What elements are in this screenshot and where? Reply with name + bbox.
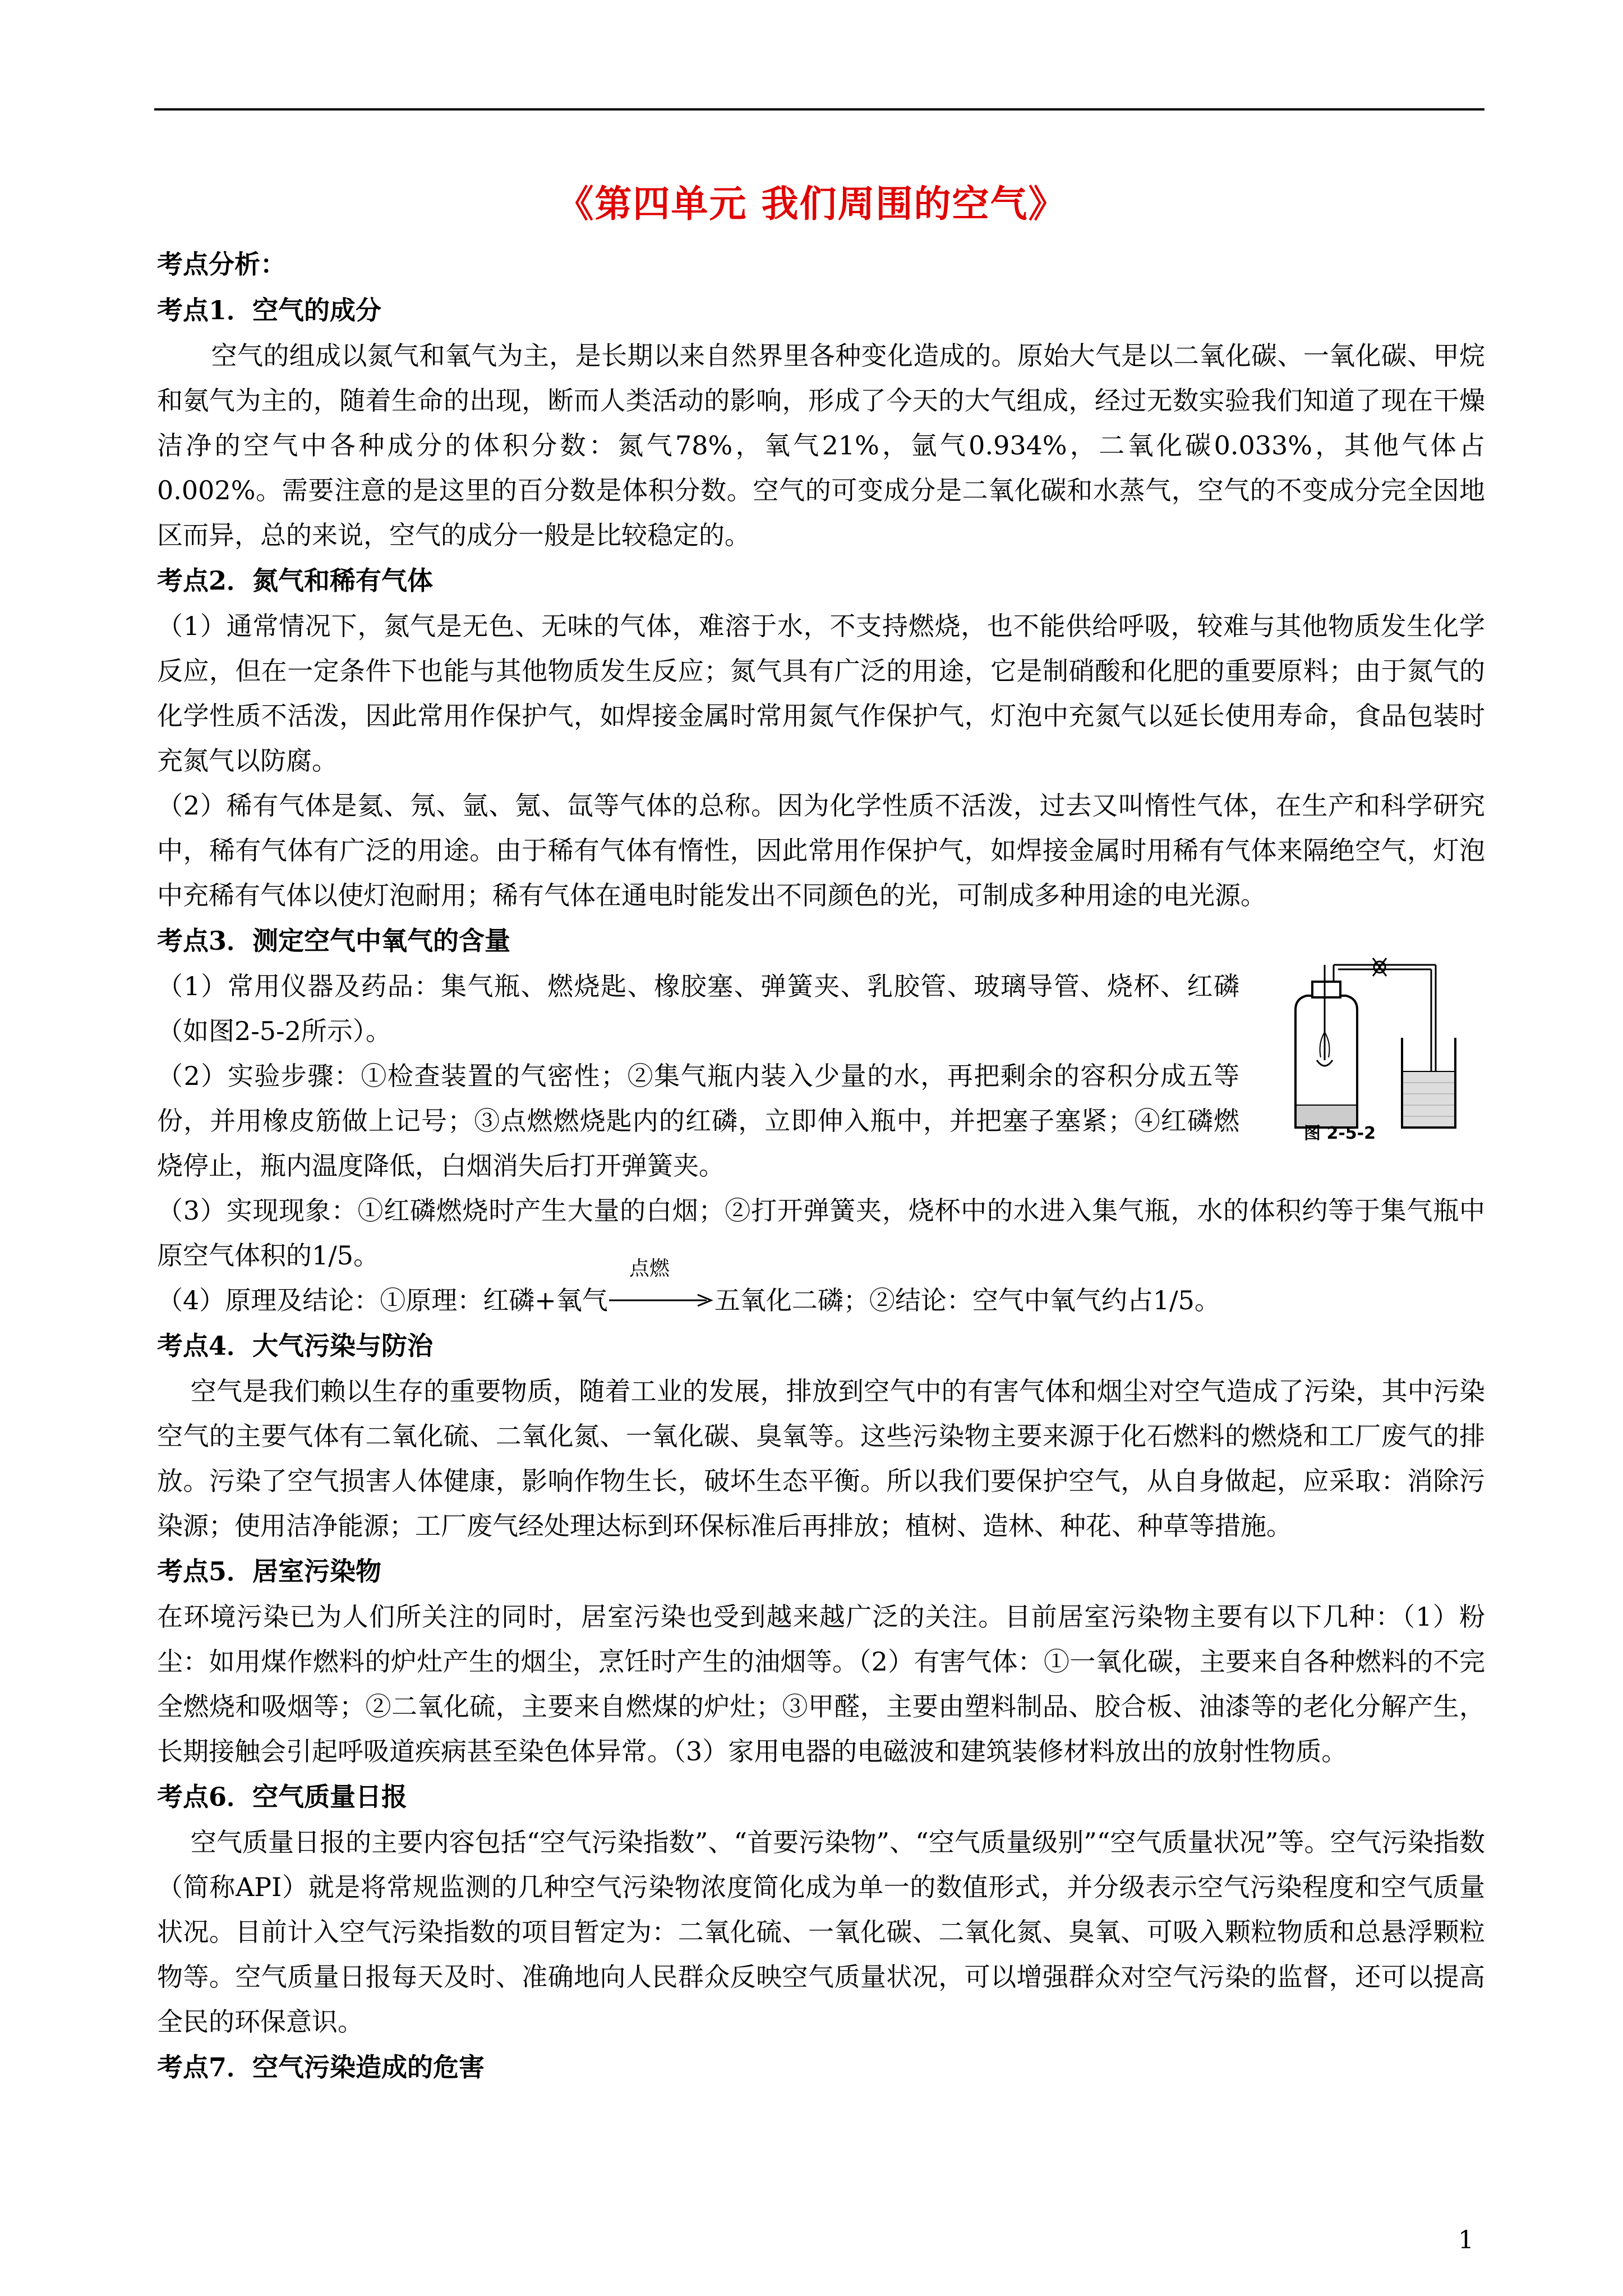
paragraph: 在环境污染已为人们所关注的同时，居室污染也受到越来越广泛的关注。目前居室污染物主要有以下几种：（1）粉尘：如用煤作燃料的炉灶产生的烟尘，烹饪时产生的油烟等。（2）有害气体：①一氧化碳，主要来自各种燃料的不完全燃烧和吸烟等；②二氧化硫，主要来自燃煤的炉灶；③甲醛，主要由塑料制品、胶合板、油漆等的老化分解产生，长期接触会引起呼吸道疾病甚至染色体异常。（3）家用电器的电磁波和建筑装修材料放出的放射性物质。: [157, 1602, 1485, 1766]
section-heading-7: 考点7．空气污染造成的危害: [157, 2052, 485, 2082]
document-title: 《第四单元 我们周围的空气》: [556, 182, 1067, 226]
figure-caption: 图 2-5-2: [1304, 1124, 1376, 1143]
paragraph: （1）通常情况下，氮气是无色、无味的气体，难溶于水，不支持燃烧，也不能供给呼吸，较难与其他物质发生化学反应，但在一定条件下也能与其他物质发生反应；氮气具有广泛的用途，它是制硝酸和化肥的重要原料；由于氮气的化学性质不活泼，因此常用作保护气，如焊接金属时常用氮气作保护气，灯泡中充氮气以延长使用寿命，食品包装时充氮气以防腐。: [157, 611, 1485, 776]
arrow-icon: [608, 1283, 714, 1309]
paragraph: （2）稀有气体是氦、氖、氩、氪、氙等气体的总称。因为化学性质不活泼，过去又叫惰性气体，在生产和科学研究中，稀有气体有广泛的用途。由于稀有气体有惰性，因此常用作保护气，如焊接金属时用稀有气体来隔绝空气，灯泡中充稀有气体以使灯泡耐用；稀有气体在通电时能发出不同颜色的光，可制成多种用途的电光源。: [157, 790, 1485, 910]
paragraph: 空气质量日报的主要内容包括“空气污染指数”、“首要污染物”、“空气质量级别”“空气质量状况”等。空气污染指数（简称API）就是将常规监测的几种空气污染物浓度简化成为单一的数值形式，并分级表示空气污染程度和空气质量状况。目前计入空气污染指数的项目暂定为：二氧化硫、一氧化碳、二氧化氮、臭氧、可吸入颗粒物质和总悬浮颗粒物等。空气质量日报每天及时、准确地向人民群众反映空气质量状况，可以增强群众对空气污染的监督，还可以提高全民的环保意识。: [157, 1827, 1485, 2037]
paragraph: 空气的组成以氮气和氧气为主，是长期以来自然界里各种变化造成的。原始大气是以二氧化碳、一氧化碳、甲烷和氨气为主的，随着生命的出现，断而人类活动的影响，形成了今天的大气组成，经过无数实验我们知道了现在干燥洁净的空气中各种成分的体积分数：氮气78%，氧气21%，氩气0.934%，二氧化碳0.033%，其他气体占0.002%。需要注意的是这里的百分数是体积分数。空气的可变成分是二氧化碳和水蒸气，空气的不变成分完全因地区而异，总的来说，空气的成分一般是比较稳定的。: [157, 341, 1485, 550]
principle-suffix: 五氧化二磷；②结论：空气中氧气约占1/5。: [714, 1285, 1220, 1315]
paragraph: 空气是我们赖以生存的重要物质，随着工业的发展，排放到空气中的有害气体和烟尘对空气造成了污染，其中污染空气的主要气体有二氧化硫、二氧化氮、一氧化碳、臭氧等。这些污染物主要来源于化石燃料的燃烧和工厂废气的排放。污染了空气损害人体健康，影响作物生长，破坏生态平衡。所以我们要保护空气，从自身做起，应采取：消除污染源；使用洁净能源；工厂废气经处理达标到环保标准后再排放；植树、造林、种花、种草等措施。: [157, 1376, 1485, 1541]
section-heading-4: 考点4．大气污染与防治: [157, 1331, 434, 1361]
section-heading-5: 考点5．居室污染物: [157, 1556, 382, 1586]
reaction-arrow: [608, 1257, 714, 1304]
paragraph: （1）常用仪器及药品：集气瓶、燃烧匙、橡胶塞、弹簧夹、乳胶管、玻璃导管、烧杯、红磷（如图2-5-2所示）。: [157, 971, 1239, 1046]
paragraph: （3）实现现象：①红磷燃烧时产生大量的白烟；②打开弹簧夹，烧杯中的水进入集气瓶，水的体积约等于集气瓶中原空气体积的1/5。: [157, 1195, 1485, 1271]
principle-line: [157, 1257, 1485, 1323]
principle-prefix: （4）原理及结论：①原理：红磷+氧气: [157, 1285, 608, 1315]
document-body: [157, 241, 1485, 2090]
section-heading-3: 考点3．测定空气中氧气的含量: [157, 926, 511, 956]
arrow-condition-label: 点燃: [629, 1257, 670, 1280]
analysis-heading: 考点分析：: [157, 249, 286, 279]
page-number: 1: [1458, 2226, 1474, 2254]
paragraph: （2）实验步骤：①检查装置的气密性；②集气瓶内装入少量的水，再把剩余的容积分成五等份，并用橡皮筋做上记号；③点燃燃烧匙内的红磷，立即伸入瓶中，并把塞子塞紧；④红磷燃烧停止，瓶内温度降低，白烟消失后打开弹簧夹。: [157, 1061, 1239, 1181]
section-heading-1: 考点1．空气的成分: [157, 295, 382, 325]
section-heading-6: 考点6．空气质量日报: [157, 1782, 408, 1812]
header-rule: [154, 108, 1484, 111]
section-heading-2: 考点2．氮气和稀有气体: [157, 565, 434, 596]
apparatus-figure: [1273, 942, 1458, 1139]
